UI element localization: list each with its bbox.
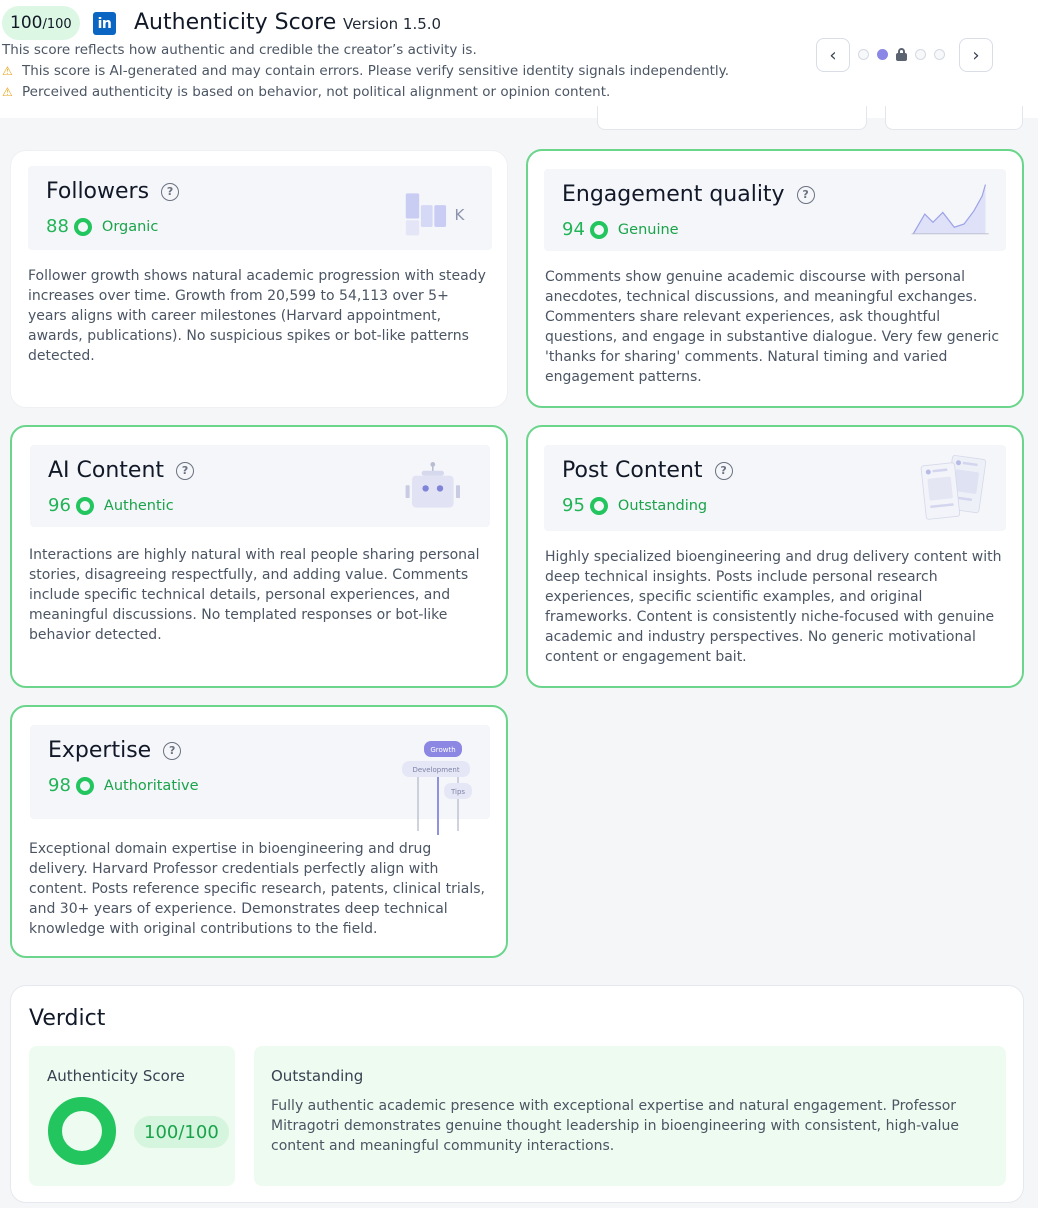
score-ring-icon bbox=[589, 220, 609, 240]
verdict-score-box bbox=[29, 1046, 235, 1186]
help-icon[interactable]: ? bbox=[163, 742, 181, 760]
documents-icon bbox=[910, 449, 994, 523]
verdict-panel bbox=[10, 985, 1024, 1203]
score-value: 100 bbox=[10, 13, 43, 33]
verdict-score-value: 100/100 bbox=[134, 1116, 229, 1148]
tag-development: Development bbox=[412, 766, 460, 774]
score-number: 95 bbox=[562, 495, 585, 516]
score-label: Organic bbox=[101, 218, 159, 235]
verdict-summary-box bbox=[254, 1046, 1006, 1186]
page-dot[interactable] bbox=[934, 49, 945, 60]
version-label: Version 1.5.0 bbox=[343, 15, 442, 33]
card-engagement-quality bbox=[526, 149, 1024, 408]
card-title bbox=[562, 182, 815, 207]
perception-disclaimer-text: Perceived authenticity is based on behavior, not political alignment or opinion content. bbox=[22, 84, 611, 100]
card-title bbox=[48, 458, 194, 483]
score-number: 96 bbox=[48, 495, 71, 516]
card-followers bbox=[10, 150, 508, 408]
card-score bbox=[48, 495, 174, 516]
card-title bbox=[48, 738, 181, 763]
score-ring-icon bbox=[75, 776, 95, 796]
card-description: Exceptional domain expertise in bioengineering and drug delivery. Harvard Professor credentials perfectly align with content. Posts reference specific research, patents, clinical trials, and 30+ years of experience. Demonstrates deep technical knowledge with original contributions to the field. bbox=[29, 841, 485, 937]
card-score bbox=[562, 495, 707, 516]
lock-icon bbox=[896, 48, 907, 61]
card-header bbox=[30, 445, 490, 527]
score-label: Authoritative bbox=[103, 777, 199, 794]
background-dropdown bbox=[885, 106, 1023, 130]
score-max: /100 bbox=[42, 17, 72, 32]
card-title-text: Engagement quality bbox=[562, 182, 785, 207]
help-icon[interactable]: ? bbox=[715, 462, 733, 480]
tag-tips: Tips bbox=[450, 788, 466, 796]
next-button[interactable] bbox=[959, 38, 993, 72]
card-score bbox=[562, 219, 679, 240]
card-title-text: Expertise bbox=[48, 738, 152, 763]
page-dot[interactable] bbox=[915, 49, 926, 60]
page-title: Authenticity Score bbox=[134, 10, 337, 35]
card-description: Follower growth shows natural academic progression with steady increases over time. Growth from 20,599 to 54,113 over 5+ years aligns with career milestones (Harvard appointment, awards, publications). No suspicious spikes or bot-like patterns detected. bbox=[28, 268, 486, 364]
score-ring-icon bbox=[75, 496, 95, 516]
warning-icon: ⚠ bbox=[2, 85, 13, 99]
card-post-content bbox=[526, 425, 1024, 688]
overall-score-badge bbox=[2, 6, 80, 40]
verdict-score-label: Authenticity Score bbox=[47, 1067, 185, 1085]
previous-button[interactable] bbox=[816, 38, 850, 72]
score-number: 94 bbox=[562, 219, 585, 240]
card-title-text: Followers bbox=[46, 179, 150, 204]
topic-tree-icon bbox=[392, 739, 472, 839]
card-header bbox=[544, 169, 1006, 251]
help-icon[interactable]: ? bbox=[161, 183, 179, 201]
card-header bbox=[30, 725, 490, 819]
page-dot-active[interactable] bbox=[877, 49, 888, 60]
card-score bbox=[46, 216, 158, 237]
card-description: Highly specialized bioengineering and drug delivery content with deep technical insights. Posts include personal research experiences, specific scientific examples, and original frameworks. Content is consistently niche-focused with genuine academic and industry perspectives. No generic motivational content or engagement bait. bbox=[545, 549, 1002, 665]
score-label: Outstanding bbox=[617, 497, 708, 514]
illus-k: K bbox=[454, 206, 465, 225]
score-number: 88 bbox=[46, 216, 69, 237]
score-ring-icon bbox=[73, 217, 93, 237]
perception-disclaimer bbox=[2, 84, 610, 100]
score-ring-icon bbox=[589, 496, 609, 516]
card-description: Comments show genuine academic discourse with personal anecdotes, technical discussions, and meaningful exchanges. Commenters share relevant experiences, ask thoughtful questions, and engage in substantive dialogue. Very few generic 'thanks for sharing' comments. Natural timing and varied engagement patterns. bbox=[545, 269, 1000, 385]
card-expertise bbox=[10, 705, 508, 958]
help-icon[interactable]: ? bbox=[797, 186, 815, 204]
score-description: This score reflects how authentic and credible the creator’s activity is. bbox=[2, 42, 477, 58]
score-number: 98 bbox=[48, 775, 71, 796]
bar-chart-icon bbox=[394, 176, 478, 246]
linkedin-icon: in bbox=[93, 12, 116, 35]
score-label: Genuine bbox=[617, 221, 679, 238]
background-dropdown bbox=[597, 106, 867, 130]
score-label: Authentic bbox=[103, 497, 174, 514]
header bbox=[0, 0, 1038, 118]
page-dot[interactable] bbox=[858, 49, 869, 60]
card-title bbox=[46, 179, 179, 204]
verdict-rating: Outstanding bbox=[271, 1067, 364, 1085]
pagination-dots bbox=[858, 48, 945, 61]
chevron-left-icon: ‹ bbox=[829, 44, 837, 66]
card-title-text: AI Content bbox=[48, 458, 165, 483]
card-description: Interactions are highly natural with real people sharing personal stories, disagreeing respectfully, and adding value. Comments include specific technical details, personal experiences, and meaningful discussions. No templated responses or bot-like behavior detected. bbox=[29, 547, 480, 643]
verdict-title: Verdict bbox=[29, 1006, 106, 1031]
warning-icon: ⚠ bbox=[2, 64, 13, 78]
area-chart-icon bbox=[910, 175, 992, 245]
card-title-text: Post Content bbox=[562, 458, 703, 483]
card-title bbox=[562, 458, 733, 483]
card-ai-content bbox=[10, 425, 508, 688]
chevron-right-icon: › bbox=[972, 44, 980, 66]
score-donut-icon bbox=[47, 1096, 117, 1166]
help-icon[interactable]: ? bbox=[176, 462, 194, 480]
card-header bbox=[544, 445, 1006, 531]
card-header bbox=[28, 166, 492, 250]
card-score bbox=[48, 775, 199, 796]
robot-icon bbox=[396, 451, 476, 521]
tag-growth: Growth bbox=[430, 746, 456, 754]
verdict-summary: Fully authentic academic presence with exceptional expertise and natural engagement. Professor Mitragotri demonstrates genuine thought leadership in bioengineering with consistent, high-value content and meaningful community interactions. bbox=[271, 1098, 960, 1154]
ai-disclaimer bbox=[2, 63, 729, 79]
ai-disclaimer-text: This score is AI-generated and may contain errors. Please verify sensitive identity signals independently. bbox=[22, 63, 730, 79]
